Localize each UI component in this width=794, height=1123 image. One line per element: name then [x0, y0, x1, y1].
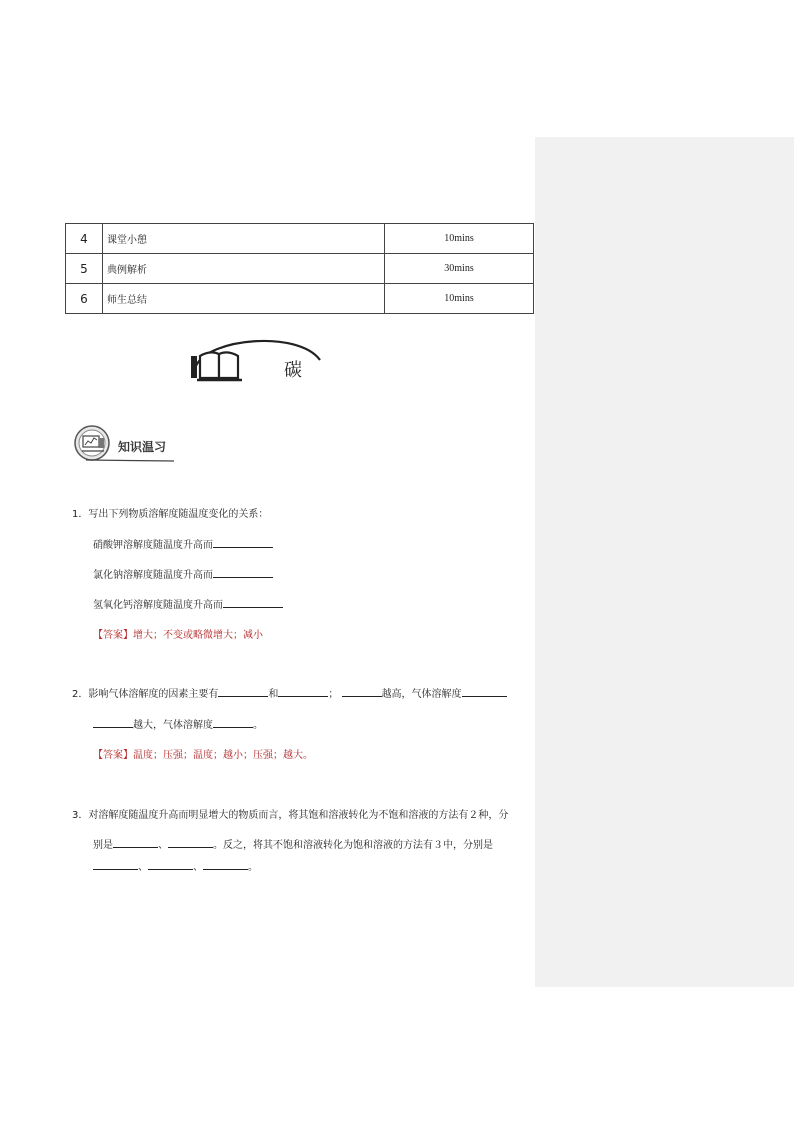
chapter-title: 碳	[284, 360, 302, 381]
q2-answer: 【答案】温度；压强；温度；越小；压强；越大。	[93, 750, 313, 761]
q2-text: 越高，气体溶解度	[381, 689, 462, 700]
answer-blank[interactable]	[203, 859, 248, 870]
answer-blank[interactable]	[213, 537, 273, 548]
answer-blank[interactable]	[168, 837, 213, 848]
q3-stem: 3．对溶解度随温度升高而明显增大的物质而言，将其饱和溶液转化为不饱和溶液的方法有２种，分	[72, 810, 509, 821]
row-topic: 师生总结	[103, 284, 385, 314]
row-time: 30mins	[385, 254, 534, 284]
row-number: 6	[66, 284, 103, 314]
q2-line	[93, 716, 263, 731]
q1-line-text: 氯化钠溶解度随温度升高而	[93, 570, 213, 581]
answer-blank[interactable]	[93, 717, 133, 728]
row-topic: 典例解析	[103, 254, 385, 284]
row-topic: 课堂小憩	[103, 224, 385, 254]
answer-blank[interactable]	[278, 686, 328, 697]
q1-line	[93, 566, 273, 581]
open-book-icon	[188, 330, 328, 390]
answer-blank[interactable]	[213, 717, 253, 728]
q3-text: 、	[138, 862, 148, 873]
answer-blank[interactable]	[148, 859, 193, 870]
q1-stem: 1．写出下列物质溶解度随温度变化的关系：	[72, 509, 269, 520]
q2-text: 2．影响气体溶解度的因素主要有	[72, 689, 219, 700]
answer-blank[interactable]	[218, 686, 268, 697]
q3-line	[93, 836, 493, 851]
answer-blank[interactable]	[213, 567, 273, 578]
q3-line	[93, 858, 258, 873]
row-number: 4	[66, 224, 103, 254]
q3-text: 。反之，将其不饱和溶液转化为饱和溶液的方法有３中，分别是	[213, 840, 493, 851]
answer-blank[interactable]	[342, 686, 382, 697]
table-row	[66, 224, 534, 254]
chapter-banner	[188, 330, 328, 390]
answer-blank[interactable]	[462, 686, 507, 697]
q3-text: 、	[193, 862, 203, 873]
q1-answer: 【答案】增大；不变或略微增大；减小	[93, 630, 263, 641]
row-number: 5	[66, 254, 103, 284]
section-title: 知识温习	[118, 440, 167, 454]
table-row	[66, 254, 534, 284]
comment-pane	[535, 137, 794, 987]
q3-text: 、	[158, 840, 168, 851]
schedule-table	[65, 223, 534, 314]
q2-text: ；	[328, 689, 339, 700]
q3-text: 。	[248, 862, 258, 873]
row-time: 10mins	[385, 224, 534, 254]
row-time: 10mins	[385, 284, 534, 314]
answer-blank[interactable]	[223, 597, 283, 608]
q2-line	[72, 685, 507, 700]
table-row	[66, 284, 534, 314]
q2-text: 越大，气体溶解度	[133, 720, 213, 731]
q1-line-text: 硝酸钾溶解度随温度升高而	[93, 540, 213, 551]
q1-line	[93, 536, 273, 551]
answer-blank[interactable]	[113, 837, 158, 848]
answer-blank[interactable]	[93, 859, 138, 870]
q2-text: 和	[268, 689, 279, 700]
q1-line-text: 氢氧化钙溶解度随温度升高而	[93, 600, 223, 611]
q3-text: 别是	[93, 840, 113, 851]
q2-text: 。	[253, 720, 263, 731]
q1-line	[93, 596, 283, 611]
